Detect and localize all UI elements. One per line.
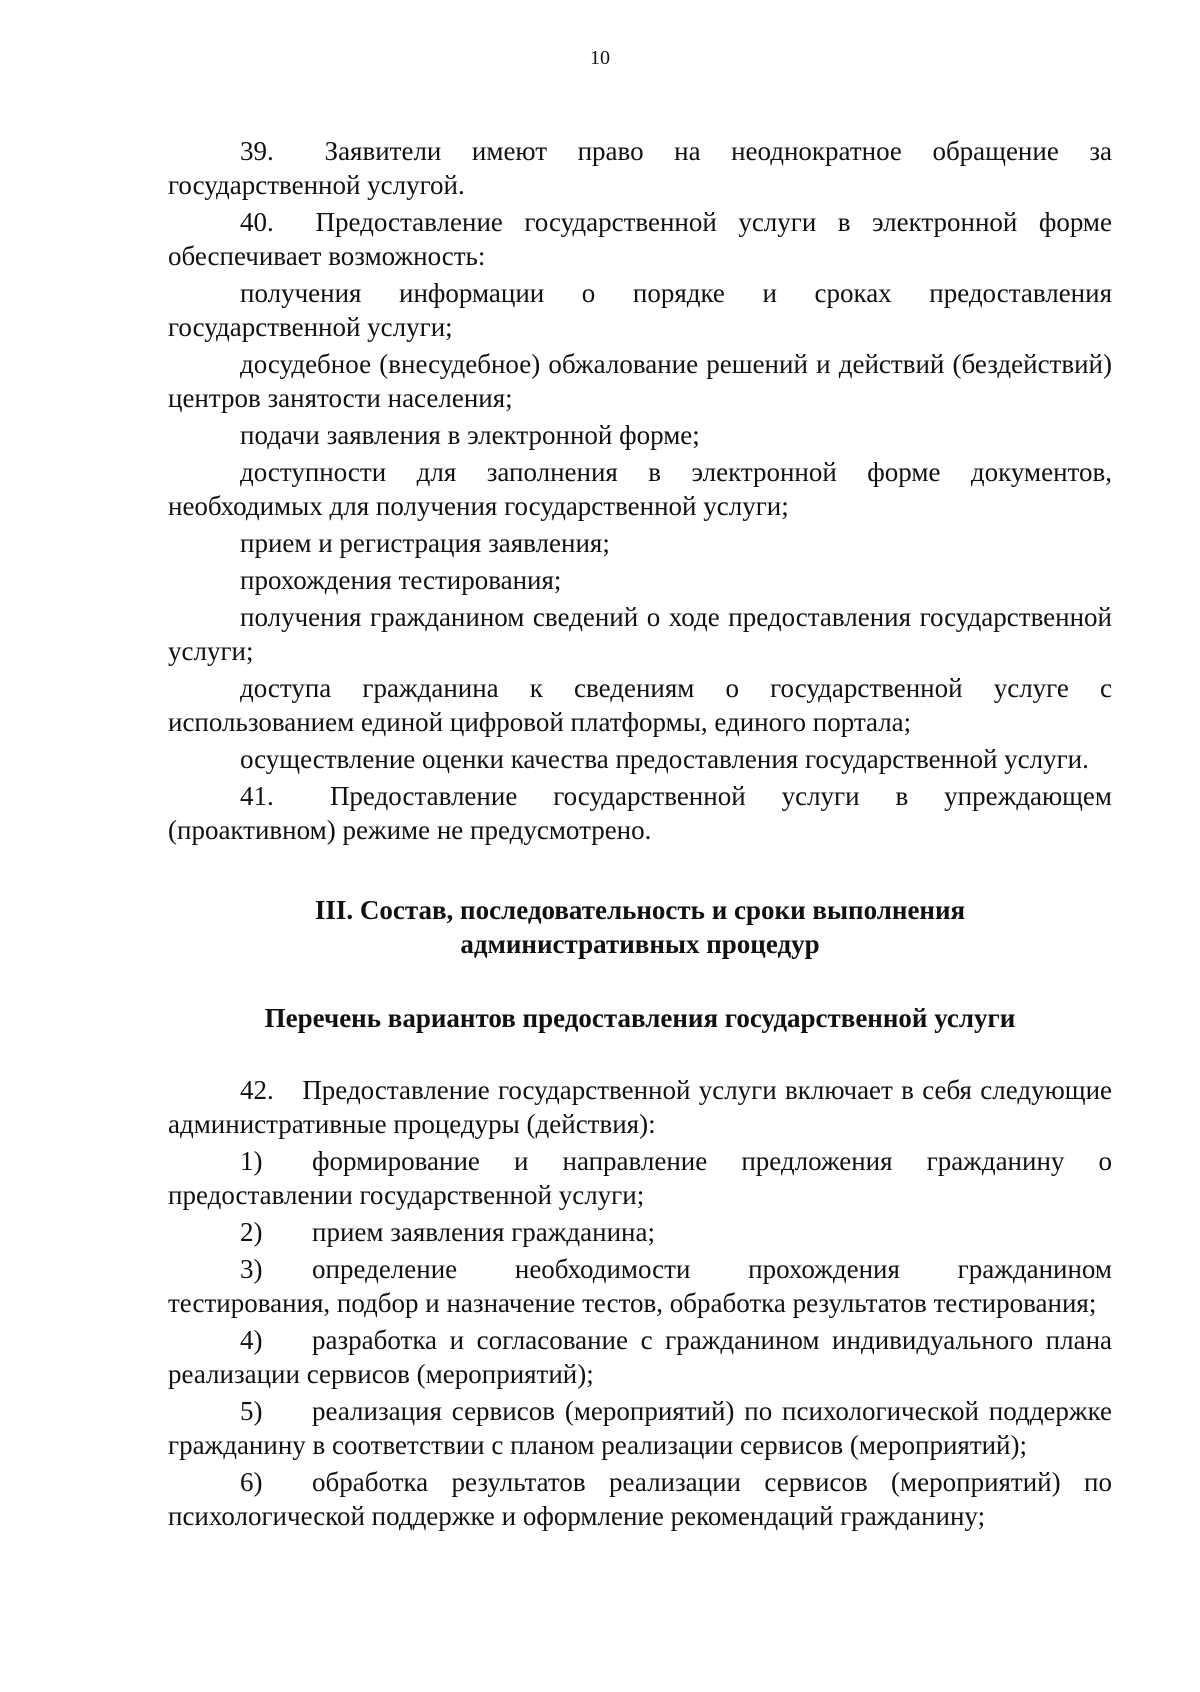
paragraph-text: досудебное (внесудебное) обжалование решений и действий (бездействий) центров занятости населения; <box>168 349 1112 413</box>
list-item <box>168 742 1112 776</box>
paragraph-text: осуществление оценки качества предоставления государственной услуги. <box>240 744 1089 774</box>
page-number: 10 <box>590 47 610 69</box>
item-text: определение необходимости прохождения гражданином тестирования, подбор и назначение тестов, обработка результатов тестирования; <box>168 1254 1112 1318</box>
paragraph-text: получения информации о порядке и сроках предоставления государственной услуги; <box>168 278 1112 342</box>
list-item <box>168 671 1112 739</box>
item-text: разработка и согласование с гражданином индивидуального плана реализации сервисов (мероприятий); <box>168 1325 1112 1389</box>
numbered-item <box>168 1323 1112 1391</box>
document-body <box>168 134 1112 1536</box>
item-number: 3) <box>240 1254 263 1284</box>
sub-heading: Перечень вариантов предоставления государственной услуги <box>264 1003 1016 1033</box>
item-number: 2) <box>240 1217 263 1247</box>
numbered-item <box>168 1465 1112 1533</box>
numbered-item <box>168 1252 1112 1320</box>
paragraph-text: Заявители имеют право на неоднократное обращение за государственной услугой. <box>168 136 1113 200</box>
list-item <box>168 563 1112 597</box>
list-item <box>168 418 1112 452</box>
item-number: 4) <box>240 1325 263 1355</box>
numbered-item <box>168 1144 1112 1212</box>
list-item <box>168 455 1112 523</box>
list-item <box>168 600 1112 668</box>
item-text: обработка результатов реализации сервисов (мероприятий) по психологической поддержке и оформление рекомендаций гражданину; <box>168 1467 1112 1531</box>
paragraph-41 <box>168 779 1112 847</box>
numbered-item <box>168 1215 1112 1249</box>
item-text: прием заявления гражданина; <box>312 1217 655 1247</box>
list-item <box>168 526 1112 560</box>
list-item <box>168 276 1112 344</box>
item-number: 1) <box>240 1146 263 1176</box>
paragraph-39 <box>168 134 1112 202</box>
item-text: формирование и направление предложения гражданину о предоставлении государственной услуги; <box>168 1146 1112 1210</box>
paragraph-number: 41. <box>240 781 274 811</box>
paragraph-number: 42. <box>240 1075 274 1105</box>
list-item <box>168 347 1112 415</box>
paragraph-number: 40. <box>240 207 274 237</box>
paragraph-text: доступности для заполнения в электронной форме документов, необходимых для получения государственной услуги; <box>168 457 1112 521</box>
paragraph-text: подачи заявления в электронной форме; <box>240 420 700 450</box>
section-heading-line1: III. Состав, последовательность и сроки выполнения <box>314 895 966 925</box>
section-heading-line2: административных процедур <box>460 929 820 959</box>
item-number: 5) <box>240 1396 263 1426</box>
item-text: реализация сервисов (мероприятий) по психологической поддержке гражданину в соответствии с планом реализации сервисов (мероприятий); <box>168 1396 1112 1460</box>
paragraph-text: прохождения тестирования; <box>240 565 562 595</box>
paragraph-text: получения гражданином сведений о ходе предоставления государственной услуги; <box>168 602 1112 666</box>
numbered-item <box>168 1394 1112 1462</box>
paragraph-text: Предоставление государственной услуги включает в себя следующие административные процедуры (действия): <box>168 1075 1112 1139</box>
paragraph-text: Предоставление государственной услуги в упреждающем (проактивном) режиме не предусмотрено. <box>168 781 1113 845</box>
paragraph-text: Предоставление государственной услуги в электронной форме обеспечивает возможность: <box>168 207 1113 271</box>
item-number: 6) <box>240 1467 263 1497</box>
paragraph-text: доступа гражданина к сведениям о государственной услуге с использованием единой цифровой платформы, единого портала; <box>168 673 1112 737</box>
paragraph-42 <box>168 1073 1112 1141</box>
paragraph-number: 39. <box>240 136 274 166</box>
paragraph-text: прием и регистрация заявления; <box>240 528 610 558</box>
section-heading <box>168 893 1112 961</box>
paragraph-40 <box>168 205 1112 273</box>
